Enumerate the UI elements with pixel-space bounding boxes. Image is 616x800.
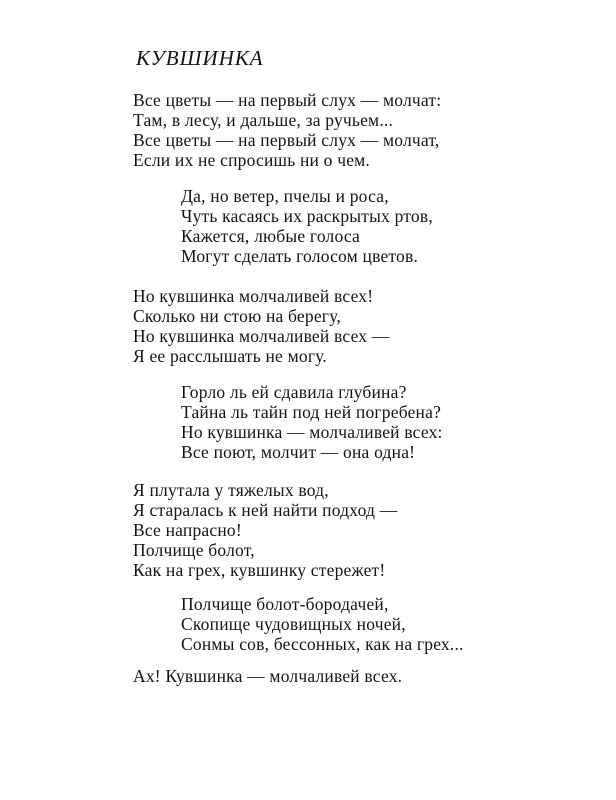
poem-line: Все поют, молчит — она одна! [181,442,416,462]
stanza-4 [181,382,443,462]
poem-line: Скопище чудовищных ночей, [181,614,406,634]
stanza-1 [133,90,441,170]
poem-line: Как на грех, кувшинку стережет! [133,560,386,580]
poem-line: Там, в лесу, и дальше, за ручьем... [133,110,394,130]
poem-line: Но кувшинка молчаливей всех! [133,286,374,306]
poem-line: Если их не спросишь ни о чем. [133,150,371,170]
poem-line: Я плутала у тяжелых вод, [133,480,329,500]
poem-line: Горло ль ей сдавила глубина? [181,382,407,402]
stanza-6 [181,594,464,654]
poem-line: Все напрасно! [133,520,242,540]
poem-line: Сколько ни стою на берегу, [133,306,341,326]
stanza-5 [133,480,397,580]
poem-line: Все цветы — на первый слух — молчат: [133,90,442,110]
poem-line: Кажется, любые голоса [181,226,361,246]
poem-line: Я старалась к ней найти подход — [133,500,398,520]
poem-line: Полчище болот-бородачей, [181,594,389,614]
poem-line: Тайна ль тайн под ней погребена? [181,402,442,422]
poem-line: Чуть касаясь их раскрытых ртов, [181,206,433,226]
poem-line: Сонмы сов, бессонных, как на грех... [181,634,464,654]
stanza-2 [181,186,433,266]
poem-line: Да, но ветер, пчелы и роса, [181,186,389,206]
poem-title: КУВШИНКА [136,46,264,70]
stanza-3 [133,286,390,366]
poem-line: Все цветы — на первый слух — молчат, [133,130,440,150]
poem-line: Я ее расслышать не могу. [133,346,327,366]
poem-line: Ах! Кувшинка — молчаливей всех. [133,666,403,686]
poem-line: Но кувшинка молчаливей всех — [133,326,390,346]
stanza-7 [133,666,402,686]
poem-line: Но кувшинка — молчаливей всех: [181,422,443,442]
poem-line: Могут сделать голосом цветов. [181,246,419,266]
poem-line: Полчище болот, [133,540,255,560]
